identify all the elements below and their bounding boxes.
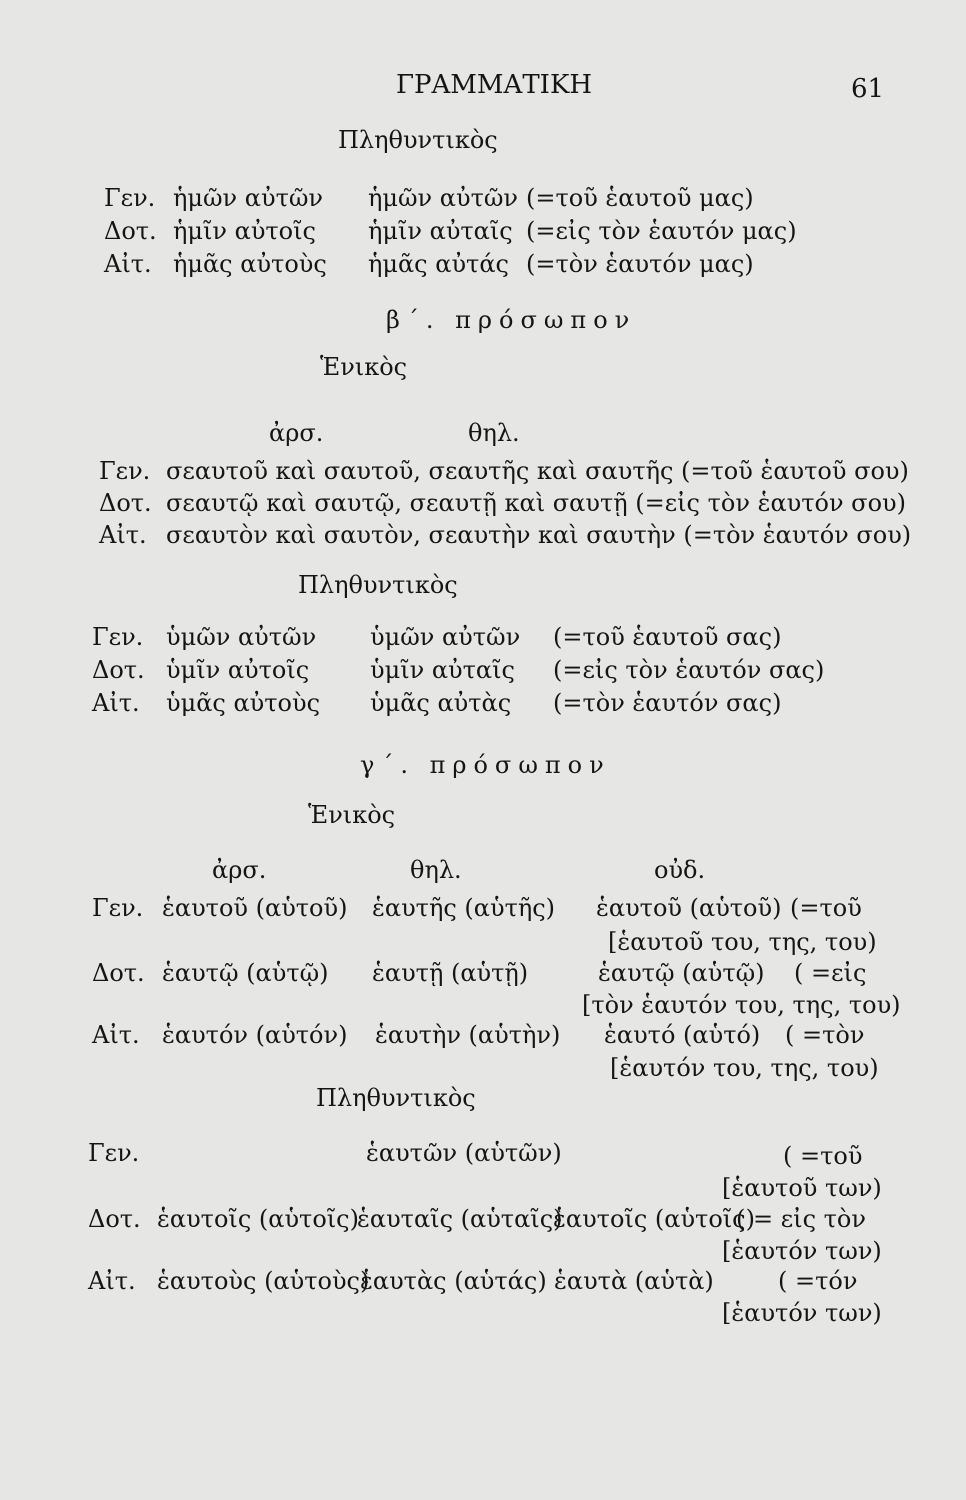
form-fem: ἑαυτῇ (αὑτῇ)	[372, 959, 529, 987]
form-masc: ἡμῶν αὐτῶν	[173, 184, 323, 212]
form-fem: ὑμῶν αὐτῶν	[370, 623, 521, 651]
gloss: ( =τόν	[778, 1267, 858, 1295]
gloss: (=τοῦ ἑαυτοῦ σας)	[553, 623, 782, 651]
section-heading-1pl: Πληθυντικὸς	[338, 126, 498, 154]
form-fem: ἑαυτὴν (αὑτὴν)	[375, 1021, 561, 1049]
form-masc: ἑαυτοὺς (αὑτοὺς)	[157, 1267, 370, 1295]
subsection-heading-singular: Ἑνικὸς	[308, 801, 396, 829]
gloss: ( =εἰς	[794, 959, 867, 987]
running-title: ΓΡΑΜΜΑΤΙΚΗ	[396, 70, 593, 100]
case-label: Αἰτ.	[88, 1267, 136, 1295]
subsection-heading-plural: Πληθυντικὸς	[298, 571, 458, 599]
gloss-continuation: [ἑαυτόν των)	[722, 1299, 882, 1327]
case-label: Αἰτ.	[92, 1021, 140, 1049]
form-fem: ὑμᾶς αὐτὰς	[370, 689, 512, 717]
gloss-continuation: [ἑαυτοῦ των)	[722, 1174, 882, 1202]
form-fem: ἡμᾶς αὐτάς	[368, 250, 509, 278]
form-fem: ἡμῖν αὐταῖς	[368, 217, 513, 245]
form-masc: ὑμῖν αὐτοῖς	[166, 656, 310, 684]
case-label: Γεν.	[104, 184, 156, 212]
gloss-continuation: [ἑαυτόν των)	[722, 1237, 882, 1265]
case-label: Γεν.	[92, 894, 144, 922]
form-masc: ἑαυτόν (αὑτόν)	[162, 1021, 348, 1049]
case-label: Δοτ.	[104, 217, 157, 245]
singular-row-text: σεαυτοῦ καὶ σαυτοῦ, σεαυτῆς καὶ σαυτῆς (=τοῦ ἑαυτοῦ σου)	[166, 457, 909, 485]
gloss-continuation: [ἑαυτοῦ του, της, του)	[608, 928, 877, 956]
form-fem: ὑμῖν αὐταῖς	[370, 656, 515, 684]
gloss: ( =τοῦ	[783, 1142, 863, 1170]
gloss: (=τοῦ ἑαυτοῦ μας)	[526, 184, 754, 212]
gloss: (=εἰς τὸν ἑαυτόν σας)	[553, 656, 825, 684]
gloss: (=τὸν ἑαυτόν σας)	[553, 689, 782, 717]
gloss-continuation: [ἑαυτόν του, της, του)	[610, 1054, 879, 1082]
form-masc: ὑμῶν αὐτῶν	[166, 623, 317, 651]
column-header-neut: οὐδ.	[654, 856, 706, 884]
gloss: (=τοῦ	[790, 894, 862, 922]
case-label: Δοτ.	[92, 959, 145, 987]
form-masc: ἑαυτοῦ (αὑτοῦ)	[162, 894, 348, 922]
case-label: Δοτ.	[92, 656, 145, 684]
form-masc: ὑμᾶς αὐτοὺς	[166, 689, 321, 717]
column-header-masc: ἀρσ.	[269, 419, 324, 447]
section-title-2nd-person: β΄. πρόσωπον	[386, 306, 637, 334]
gloss: ( = εἰς τὸν	[736, 1205, 866, 1233]
case-label: Γεν.	[88, 1139, 140, 1167]
case-label: Αἰτ.	[92, 689, 140, 717]
form-fem: ἑαυτὰς (αὑτάς)	[360, 1267, 547, 1295]
singular-row-text: σεαυτὸν καὶ σαυτὸν, σεαυτὴν καὶ σαυτὴν (=τὸν ἑαυτόν σου)	[166, 521, 912, 549]
column-header-fem: θηλ.	[468, 419, 520, 447]
form-fem: ἑαυτῆς (αὑτῆς)	[372, 894, 556, 922]
section-title-3rd-person: γ΄. πρόσωπον	[360, 751, 611, 779]
form-neut: ἑαυτό (αὑτό)	[604, 1021, 761, 1049]
form-fem: ἑαυταῖς (αὑταῖς)	[357, 1205, 563, 1233]
form-fem: ἑαυτῶν (αὑτῶν)	[366, 1139, 562, 1167]
case-label: Γεν.	[92, 623, 144, 651]
case-label: Αἰτ.	[104, 250, 152, 278]
case-label: Αἰτ.	[99, 521, 147, 549]
column-header-fem: θηλ.	[410, 856, 462, 884]
gloss-continuation: [τὸν ἑαυτόν του, της, του)	[582, 991, 901, 1019]
gloss: (=τὸν ἑαυτόν μας)	[526, 250, 754, 278]
form-fem: ἡμῶν αὐτῶν	[368, 184, 518, 212]
case-label: Δοτ.	[99, 489, 152, 517]
column-header-masc: ἀρσ.	[212, 856, 267, 884]
form-masc: ἑαυτῷ (αὑτῷ)	[162, 959, 329, 987]
form-masc: ἡμᾶς αὐτοὺς	[173, 250, 327, 278]
case-label: Δοτ.	[88, 1205, 141, 1233]
gloss: ( =τὸν	[785, 1021, 865, 1049]
form-neut: ἑαυτῷ (αὑτῷ)	[598, 959, 765, 987]
form-masc: ἑαυτοῖς (αὑτοῖς)	[157, 1205, 359, 1233]
form-neut: ἑαυτοῖς (αὑτοῖς)	[553, 1205, 755, 1233]
form-neut: ἑαυτὰ (αὑτὰ)	[554, 1267, 714, 1295]
subsection-heading-singular: Ἑνικὸς	[320, 353, 408, 381]
subsection-heading-plural: Πληθυντικὸς	[316, 1084, 476, 1112]
singular-row-text: σεαυτῷ καὶ σαυτῷ, σεαυτῇ καὶ σαυτῇ (=εἰς τὸν ἑαυτόν σου)	[166, 489, 906, 517]
form-neut: ἑαυτοῦ (αὑτοῦ)	[596, 894, 782, 922]
gloss: (=εἰς τὸν ἑαυτόν μας)	[526, 217, 797, 245]
case-label: Γεν.	[99, 457, 151, 485]
form-masc: ἡμῖν αὐτοῖς	[173, 217, 316, 245]
page-number: 61	[851, 74, 885, 104]
